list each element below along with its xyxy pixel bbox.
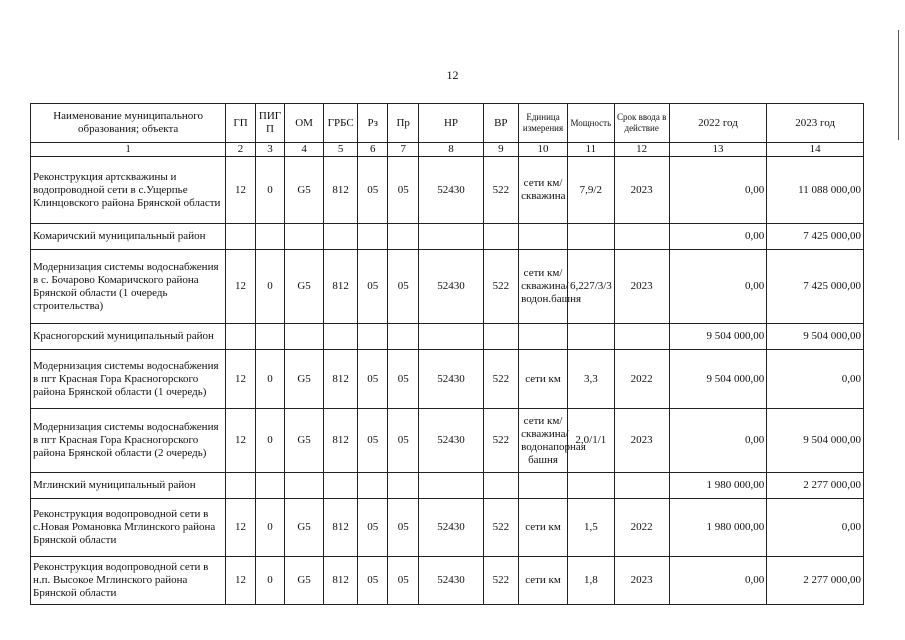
table-row xyxy=(31,499,864,557)
header-pr: Пр xyxy=(387,104,419,143)
cell-pigp: 0 xyxy=(255,250,284,324)
cell-power xyxy=(567,224,614,250)
cell-gp: 12 xyxy=(226,499,255,557)
header-2022: 2022 год xyxy=(669,104,767,143)
header-name: Наименование муниципального образования; объекта xyxy=(31,104,226,143)
col-number: 13 xyxy=(669,143,767,157)
cell-2022: 0,00 xyxy=(669,157,767,224)
row-name: Красногорский муниципальный район xyxy=(31,324,226,350)
cell-power xyxy=(567,473,614,499)
cell-pr: 05 xyxy=(387,557,419,605)
column-number-row xyxy=(31,143,864,157)
cell-term: 2022 xyxy=(614,499,669,557)
cell-pigp: 0 xyxy=(255,350,284,409)
cell-pr: 05 xyxy=(387,499,419,557)
col-number: 6 xyxy=(358,143,387,157)
cell-2023: 9 504 000,00 xyxy=(767,324,864,350)
cell-pigp: 0 xyxy=(255,409,284,473)
cell-om: G5 xyxy=(285,250,324,324)
cell-2023: 11 088 000,00 xyxy=(767,157,864,224)
cell-term xyxy=(614,324,669,350)
col-number: 12 xyxy=(614,143,669,157)
cell-om: G5 xyxy=(285,557,324,605)
row-name: Модернизация системы водоснабжения в с. Бочарово Комаричского района Брянской области (1 очередь строительства) xyxy=(31,250,226,324)
cell-vr: 522 xyxy=(483,557,519,605)
cell-rz: 05 xyxy=(358,409,387,473)
cell-gp xyxy=(226,224,255,250)
cell-grbs: 812 xyxy=(323,157,358,224)
cell-rz: 05 xyxy=(358,250,387,324)
cell-unit: сети км xyxy=(519,557,568,605)
cell-om: G5 xyxy=(285,157,324,224)
header-pigp: ПИГП xyxy=(255,104,284,143)
cell-vr xyxy=(483,473,519,499)
cell-nr: 52430 xyxy=(419,409,483,473)
cell-gp: 12 xyxy=(226,557,255,605)
cell-om: G5 xyxy=(285,499,324,557)
cell-grbs: 812 xyxy=(323,350,358,409)
cell-om: G5 xyxy=(285,350,324,409)
table-row xyxy=(31,250,864,324)
cell-rz: 05 xyxy=(358,499,387,557)
cell-2023: 7 425 000,00 xyxy=(767,224,864,250)
header-power: Мощность xyxy=(567,104,614,143)
cell-term: 2023 xyxy=(614,157,669,224)
cell-term: 2023 xyxy=(614,409,669,473)
cell-unit: сети км/скважина xyxy=(519,157,568,224)
cell-unit: сети км/скважина/водонапорная башня xyxy=(519,409,568,473)
cell-pigp xyxy=(255,473,284,499)
col-number: 1 xyxy=(31,143,226,157)
cell-gp xyxy=(226,324,255,350)
cell-vr: 522 xyxy=(483,350,519,409)
cell-vr: 522 xyxy=(483,499,519,557)
cell-pr xyxy=(387,324,419,350)
cell-nr: 52430 xyxy=(419,499,483,557)
cell-gp: 12 xyxy=(226,157,255,224)
cell-pigp xyxy=(255,324,284,350)
cell-term xyxy=(614,224,669,250)
header-term: Срок ввода в действие xyxy=(614,104,669,143)
table-row xyxy=(31,324,864,350)
cell-2022: 0,00 xyxy=(669,224,767,250)
cell-2023: 0,00 xyxy=(767,499,864,557)
cell-2023: 9 504 000,00 xyxy=(767,409,864,473)
cell-term: 2022 xyxy=(614,350,669,409)
cell-nr xyxy=(419,473,483,499)
cell-power: 7,9/2 xyxy=(567,157,614,224)
col-number: 11 xyxy=(567,143,614,157)
table-body xyxy=(31,157,864,605)
header-vr: ВР xyxy=(483,104,519,143)
cell-gp: 12 xyxy=(226,409,255,473)
cell-nr xyxy=(419,224,483,250)
cell-2023: 2 277 000,00 xyxy=(767,473,864,499)
cell-rz: 05 xyxy=(358,557,387,605)
cell-rz xyxy=(358,224,387,250)
scan-edge-line xyxy=(898,30,899,140)
row-name: Реконструкция артскважины и водопроводной сети в с.Ущерпье Клинцовского района Брянской области xyxy=(31,157,226,224)
cell-rz xyxy=(358,324,387,350)
cell-pr: 05 xyxy=(387,409,419,473)
header-om: ОМ xyxy=(285,104,324,143)
cell-pigp: 0 xyxy=(255,157,284,224)
cell-unit: сети км xyxy=(519,350,568,409)
cell-power: 6,227/3/3 xyxy=(567,250,614,324)
cell-grbs: 812 xyxy=(323,499,358,557)
cell-power xyxy=(567,324,614,350)
col-number: 7 xyxy=(387,143,419,157)
header-grbs: ГРБС xyxy=(323,104,358,143)
cell-2023: 7 425 000,00 xyxy=(767,250,864,324)
cell-power: 3,3 xyxy=(567,350,614,409)
cell-power: 1,8 xyxy=(567,557,614,605)
cell-nr: 52430 xyxy=(419,557,483,605)
cell-vr xyxy=(483,224,519,250)
cell-rz: 05 xyxy=(358,157,387,224)
table-row xyxy=(31,224,864,250)
header-2023: 2023 год xyxy=(767,104,864,143)
cell-term: 2023 xyxy=(614,250,669,324)
cell-grbs xyxy=(323,473,358,499)
cell-nr xyxy=(419,324,483,350)
cell-pr: 05 xyxy=(387,350,419,409)
row-name: Реконструкция водопроводной сети в с.Новая Романовка Мглинского района Брянской области xyxy=(31,499,226,557)
cell-2022: 0,00 xyxy=(669,557,767,605)
header-gp: ГП xyxy=(226,104,255,143)
row-name: Модернизация системы водоснабжения в пгт Красная Гора Красногорского района Брянской области (2 очередь) xyxy=(31,409,226,473)
cell-gp xyxy=(226,473,255,499)
cell-om xyxy=(285,473,324,499)
cell-2022: 1 980 000,00 xyxy=(669,473,767,499)
cell-nr: 52430 xyxy=(419,250,483,324)
col-number: 4 xyxy=(285,143,324,157)
cell-unit xyxy=(519,324,568,350)
col-number: 8 xyxy=(419,143,483,157)
col-number: 14 xyxy=(767,143,864,157)
page-number: 12 xyxy=(446,68,459,82)
cell-pr xyxy=(387,224,419,250)
cell-pr: 05 xyxy=(387,250,419,324)
cell-unit xyxy=(519,473,568,499)
cell-vr xyxy=(483,324,519,350)
cell-unit: сети км/скважина/водон.башня xyxy=(519,250,568,324)
row-name: Модернизация системы водоснабжения в пгт Красная Гора Красногорского района Брянской области (1 очередь) xyxy=(31,350,226,409)
cell-unit xyxy=(519,224,568,250)
cell-grbs: 812 xyxy=(323,250,358,324)
cell-term: 2023 xyxy=(614,557,669,605)
cell-2022: 0,00 xyxy=(669,250,767,324)
col-number: 10 xyxy=(519,143,568,157)
cell-rz xyxy=(358,473,387,499)
cell-pigp xyxy=(255,224,284,250)
cell-power: 2,0/1/1 xyxy=(567,409,614,473)
cell-unit: сети км xyxy=(519,499,568,557)
cell-grbs: 812 xyxy=(323,557,358,605)
table-row xyxy=(31,473,864,499)
cell-grbs: 812 xyxy=(323,409,358,473)
cell-grbs xyxy=(323,224,358,250)
table-row xyxy=(31,409,864,473)
row-name: Комаричский муниципальный район xyxy=(31,224,226,250)
cell-gp: 12 xyxy=(226,350,255,409)
cell-rz: 05 xyxy=(358,350,387,409)
table-row xyxy=(31,557,864,605)
col-number: 3 xyxy=(255,143,284,157)
cell-2022: 9 504 000,00 xyxy=(669,324,767,350)
cell-2023: 2 277 000,00 xyxy=(767,557,864,605)
cell-2022: 1 980 000,00 xyxy=(669,499,767,557)
cell-om xyxy=(285,324,324,350)
cell-vr: 522 xyxy=(483,157,519,224)
cell-pigp: 0 xyxy=(255,557,284,605)
cell-nr: 52430 xyxy=(419,157,483,224)
cell-2023: 0,00 xyxy=(767,350,864,409)
table-header-row xyxy=(31,104,864,143)
header-rz: Рз xyxy=(358,104,387,143)
cell-2022: 0,00 xyxy=(669,409,767,473)
header-unit: Единица измерения xyxy=(519,104,568,143)
col-number: 5 xyxy=(323,143,358,157)
cell-power: 1,5 xyxy=(567,499,614,557)
cell-vr: 522 xyxy=(483,409,519,473)
cell-pr xyxy=(387,473,419,499)
table-row xyxy=(31,157,864,224)
cell-gp: 12 xyxy=(226,250,255,324)
cell-2022: 9 504 000,00 xyxy=(669,350,767,409)
row-name: Реконструкция водопроводной сети в н.п. Высокое Мглинского района Брянской области xyxy=(31,557,226,605)
cell-om xyxy=(285,224,324,250)
header-nr: НР xyxy=(419,104,483,143)
cell-pigp: 0 xyxy=(255,499,284,557)
row-name: Мглинский муниципальный район xyxy=(31,473,226,499)
table-row xyxy=(31,350,864,409)
cell-nr: 52430 xyxy=(419,350,483,409)
cell-om: G5 xyxy=(285,409,324,473)
cell-term xyxy=(614,473,669,499)
col-number: 2 xyxy=(226,143,255,157)
cell-grbs xyxy=(323,324,358,350)
budget-table xyxy=(30,103,864,605)
cell-pr: 05 xyxy=(387,157,419,224)
cell-vr: 522 xyxy=(483,250,519,324)
col-number: 9 xyxy=(483,143,519,157)
